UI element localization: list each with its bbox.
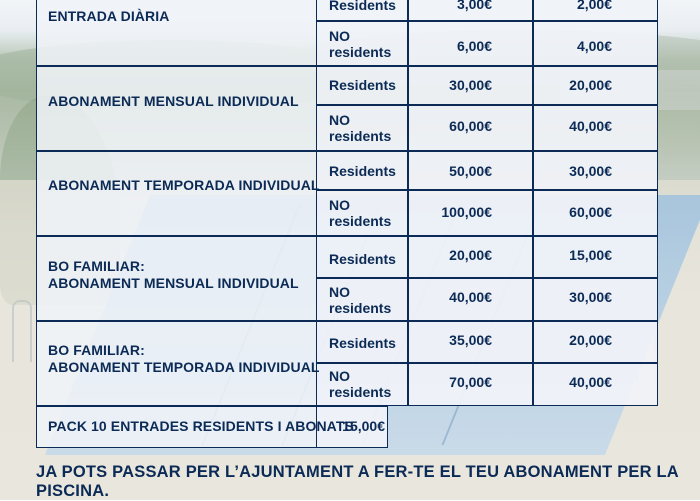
footer-notice: JA POTS PASSAR PER L’AJUNTAMENT A FER-TE EL TEU ABONAMENT PER LA PISCINA. xyxy=(36,463,679,500)
row-title: BO FAMILIAR: ABONAMENT TEMPORADA INDIVIDUAL xyxy=(48,342,320,375)
price-value: 100,00€ xyxy=(441,204,492,220)
row-title: BO FAMILIAR: ABONAMENT MENSUAL INDIVIDUAL xyxy=(48,258,299,291)
price-value: 60,00€ xyxy=(569,204,612,220)
price-value: 60,00€ xyxy=(449,118,492,134)
pack-title: PACK 10 ENTRADES RESIDENTS I ABONATS xyxy=(48,418,354,434)
row-title: ABONAMENT TEMPORADA INDIVIDUAL xyxy=(48,177,320,193)
pack-price: 15,00€ xyxy=(342,418,385,434)
price-value: 30,00€ xyxy=(569,289,612,305)
price-value: 20,00€ xyxy=(569,77,612,93)
resident-label: Residents xyxy=(329,251,396,267)
price-value: 35,00€ xyxy=(449,332,492,348)
resident-label: Residents xyxy=(329,335,396,351)
nonresident-label: NO residents xyxy=(329,284,392,316)
price-value: 6,00€ xyxy=(456,38,492,54)
nonresident-label: NO residents xyxy=(329,368,392,400)
price-value: 20,00€ xyxy=(569,332,612,348)
price-value: 40,00€ xyxy=(569,374,612,390)
price-value: 40,00€ xyxy=(569,118,612,134)
row-title: ENTRADA DIÀRIA xyxy=(48,8,170,24)
price-value: 3,00€ xyxy=(456,0,492,12)
price-value: 20,00€ xyxy=(449,247,492,263)
price-value: 4,00€ xyxy=(576,38,612,54)
resident-label: Residents xyxy=(329,0,396,13)
price-value: 30,00€ xyxy=(569,163,612,179)
row-title: ABONAMENT MENSUAL INDIVIDUAL xyxy=(48,93,299,109)
resident-label: Residents xyxy=(329,77,396,93)
price-value: 2,00€ xyxy=(576,0,612,12)
nonresident-label: NO residents xyxy=(329,112,392,144)
nonresident-label: NO residents xyxy=(329,28,392,60)
resident-label: Residents xyxy=(329,163,396,179)
nonresident-label: NO residents xyxy=(329,197,392,229)
price-value: 40,00€ xyxy=(449,289,492,305)
price-value: 70,00€ xyxy=(449,374,492,390)
price-value: 30,00€ xyxy=(449,77,492,93)
price-value: 50,00€ xyxy=(449,163,492,179)
price-value: 15,00€ xyxy=(569,247,612,263)
